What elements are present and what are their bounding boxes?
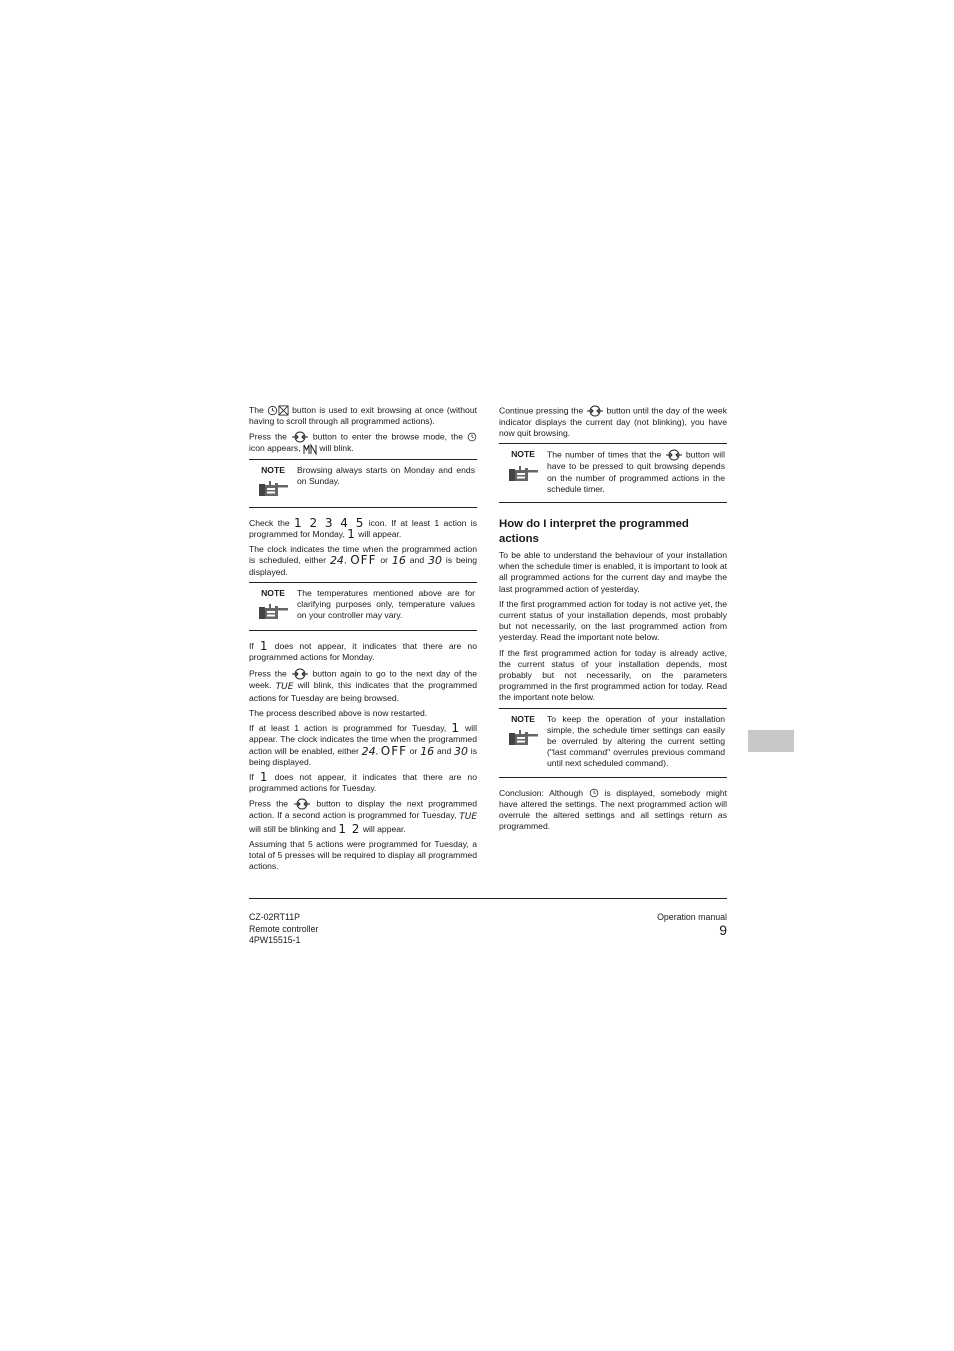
note-text: To keep the operation of your installation simple, the schedule timer settings can easily be overruled by altering the current setting ("last command" overrules previous command until next scheduled command). bbox=[547, 713, 725, 769]
lcd-temp-30: 30 bbox=[428, 554, 443, 568]
note-label: NOTE bbox=[511, 713, 535, 724]
paragraph-no-monday bbox=[249, 641, 477, 663]
text: will appear. bbox=[362, 823, 406, 834]
lcd-day-numbers: 1 2 3 4 5 bbox=[294, 515, 365, 530]
note-box bbox=[249, 582, 477, 631]
paragraph-no-tuesday bbox=[249, 769, 477, 794]
text: If bbox=[249, 771, 254, 782]
note-label: NOTE bbox=[261, 587, 285, 598]
note-box bbox=[499, 708, 727, 778]
clock-icon bbox=[467, 432, 477, 442]
lcd-tue: TUE bbox=[275, 681, 294, 692]
text: button until the day of the week indicator displays the current day (not blinking), you have now quit browsing. bbox=[499, 405, 727, 439]
text: button to display the next programmed action. If a second action is programmed for Tuesday, bbox=[249, 798, 477, 821]
browse-arrow-icon bbox=[665, 449, 683, 461]
paragraph-check-icon bbox=[249, 515, 477, 542]
footer-right bbox=[600, 912, 727, 938]
footer-divider bbox=[249, 898, 727, 899]
browse-arrow-icon bbox=[291, 668, 309, 680]
note-text: Browsing always starts on Monday and ends on Sunday. bbox=[297, 464, 475, 486]
text: will appear. bbox=[358, 529, 402, 540]
paragraph-restart: The process described above is now restarted. bbox=[249, 707, 428, 718]
paragraph-not-active: If the first programmed action for today is not active yet, the current status of your installation depends, most probably but not necessarily, on the last programmed action from yesterday. Read the important note below. bbox=[499, 598, 727, 643]
lcd-digits-12: 1 2 bbox=[338, 821, 361, 836]
paragraph-conclusion bbox=[499, 788, 727, 833]
paragraph-clock-indicates bbox=[249, 544, 477, 578]
text: The number of times that the bbox=[547, 449, 662, 460]
chapter-tab bbox=[748, 730, 794, 752]
note-box bbox=[249, 459, 477, 508]
cross-box-icon bbox=[278, 405, 289, 416]
lcd-temp-16: 16 bbox=[420, 744, 435, 758]
browse-arrow-icon bbox=[291, 431, 309, 443]
text: The clock indicates the time when the programmed action is scheduled, either bbox=[249, 544, 477, 566]
paragraph-tuesday-action bbox=[249, 723, 477, 768]
page-number: 9 bbox=[719, 922, 727, 938]
text: or bbox=[409, 745, 418, 756]
note-label: NOTE bbox=[261, 464, 285, 475]
right-column bbox=[499, 405, 727, 836]
text: , bbox=[343, 555, 347, 566]
text: Press the bbox=[249, 798, 289, 809]
text: icon appears, bbox=[249, 443, 301, 454]
paragraph-continue-pressing bbox=[499, 405, 727, 439]
text: or bbox=[380, 555, 389, 566]
lcd-temp-16: 16 bbox=[391, 554, 406, 568]
clock-icon bbox=[267, 405, 278, 416]
lcd-off: OFF bbox=[380, 743, 408, 758]
paragraph-enter-browse bbox=[249, 431, 477, 454]
text: is being displayed. bbox=[249, 745, 477, 767]
text: button to enter the browse mode, the bbox=[312, 431, 463, 442]
lcd-temp-30: 30 bbox=[454, 744, 469, 758]
text: If bbox=[249, 641, 254, 652]
note-hand-icon bbox=[505, 463, 541, 485]
text: will still be blinking and bbox=[249, 823, 336, 834]
footer-manual: Operation manual bbox=[657, 912, 727, 922]
text: and bbox=[409, 555, 425, 566]
text: and bbox=[436, 745, 452, 756]
mon-indicator-icon bbox=[303, 444, 317, 455]
footer-doc-code: 4PW15515-1 bbox=[249, 935, 301, 945]
browse-arrow-icon bbox=[586, 405, 604, 417]
text: The bbox=[249, 405, 264, 415]
lcd-temp-24: 24 bbox=[361, 744, 376, 758]
note-text bbox=[547, 449, 727, 495]
text: does not appear, it indicates that there are no programmed actions for Monday. bbox=[249, 641, 477, 663]
text: Conclusion: Although bbox=[499, 787, 584, 798]
text: will blink, this indicates that the programmed actions for Tuesday are being browsed. bbox=[249, 679, 477, 703]
paragraph-next-action bbox=[249, 798, 477, 834]
text: Check the bbox=[249, 517, 290, 528]
paragraph-understand: To be able to understand the behaviour of your installation when the schedule timer is enabled, it is important to look at all programmed actions for the current day and maybe the last programmed action of yesterday. bbox=[499, 550, 727, 594]
text: is displayed, somebody might have altered the settings. The next programmed action will overrule the altered settings and all settings return as programmed. bbox=[499, 787, 728, 832]
lcd-digit: 1 bbox=[259, 639, 269, 654]
lcd-temp-24: 24 bbox=[329, 554, 344, 568]
clock-icon bbox=[589, 788, 599, 798]
text: is being displayed. bbox=[249, 555, 478, 577]
note-label: NOTE bbox=[511, 449, 535, 460]
lcd-off: OFF bbox=[350, 553, 377, 568]
text: Press the bbox=[249, 431, 287, 442]
lcd-tue: TUE bbox=[459, 812, 478, 823]
text: , bbox=[375, 745, 379, 756]
lcd-digit: 1 bbox=[347, 527, 356, 542]
paragraph-exit-browsing bbox=[249, 405, 477, 427]
paragraph-next-day bbox=[249, 668, 477, 704]
text: button again to go to the next day of the week. bbox=[249, 667, 477, 690]
browse-arrow-icon bbox=[293, 798, 311, 810]
lcd-digit: 1 bbox=[259, 769, 269, 784]
text: icon. If at least 1 action is programmed for Monday, bbox=[249, 517, 477, 540]
text: will appear. The clock indicates the time when the programmed action will be enabled, either bbox=[249, 723, 477, 756]
footer-model: CZ-02RT11P bbox=[249, 912, 301, 922]
text: Press the bbox=[249, 667, 287, 678]
footer-product: Remote controller bbox=[249, 923, 319, 934]
text: will blink. bbox=[319, 443, 354, 454]
lcd-digit: 1 bbox=[451, 721, 461, 736]
text: If at least 1 action is programmed for Tuesday, bbox=[249, 723, 447, 734]
section-heading: How do I interpret the programmed actions bbox=[499, 518, 689, 545]
text: button will have to be pressed to quit browsing depends on the number of programmed actions in the schedule timer. bbox=[547, 449, 725, 494]
paragraph-already-active: If the first programmed action for today is already active, the current status of your installation depends, most probably but not necessarily, on the parameters programmed in the first programmed action for today. Read the important note below. bbox=[499, 647, 727, 703]
note-hand-icon bbox=[255, 478, 291, 500]
text: Continue pressing the bbox=[499, 405, 584, 416]
note-box bbox=[499, 443, 727, 503]
text: does not appear, it indicates that there are no programmed actions for Tuesday. bbox=[249, 771, 477, 794]
note-text: The temperatures mentioned above are for clarifying purposes only, temperature values on your controller may vary. bbox=[297, 587, 475, 621]
paragraph-five-actions: Assuming that 5 actions were programmed for Tuesday, a total of 5 presses will be required to display all programmed actions. bbox=[249, 838, 477, 872]
note-hand-icon bbox=[505, 727, 541, 749]
note-hand-icon bbox=[255, 601, 291, 623]
text: button is used to exit browsing at once (without having to scroll through all programmed actions). bbox=[249, 405, 478, 427]
footer-left bbox=[249, 912, 318, 947]
left-column bbox=[249, 405, 477, 876]
